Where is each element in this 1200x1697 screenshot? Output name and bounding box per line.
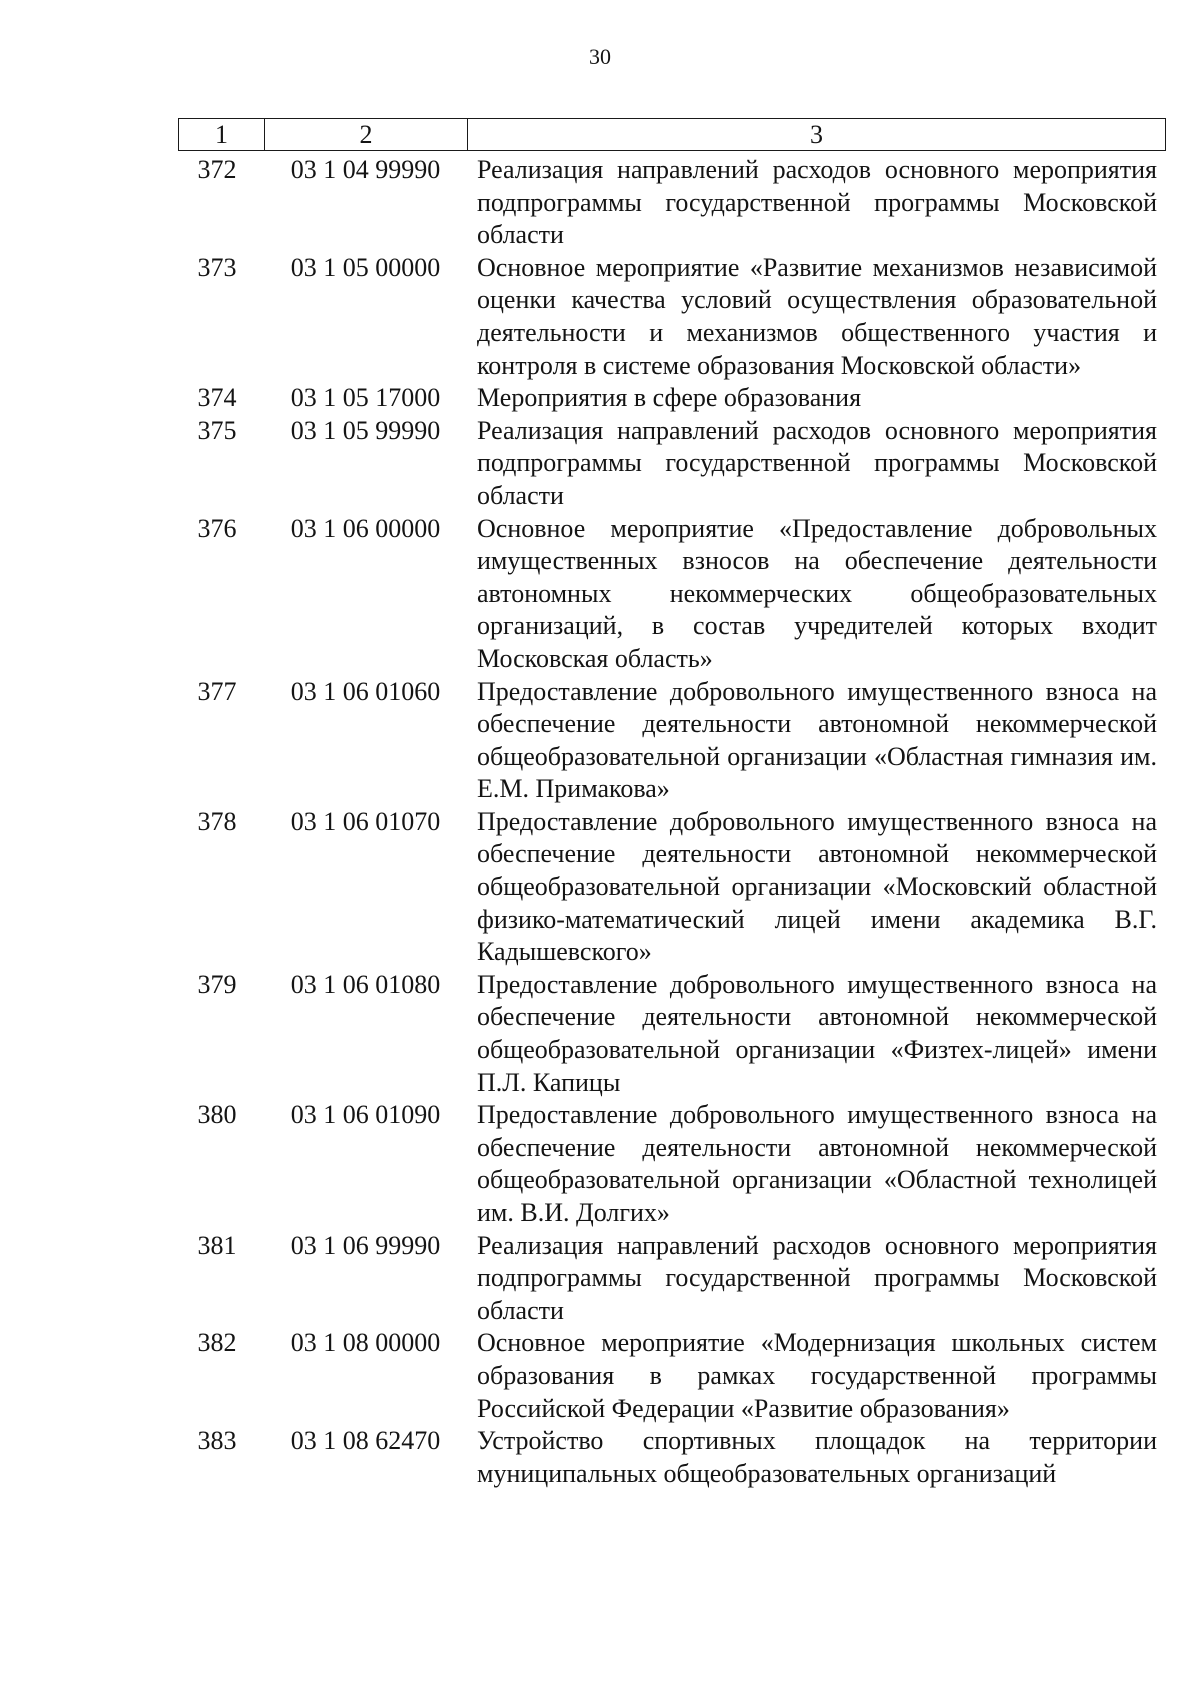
row-code: 03 1 06 01060 [290, 676, 441, 706]
table-row [0, 676, 1200, 806]
table-row [0, 806, 1200, 969]
row-description: Реализация направлений расходов основного мероприятия подпрограммы государственной программы Московской области [477, 155, 1157, 250]
row-description: Предоставление добровольного имущественного взноса на обеспечение деятельности автономной некоммерческой общеобразовательной организации «Областная гимназия им. Е.М. Примакова» [477, 676, 1157, 804]
table-row [0, 1327, 1200, 1425]
row-code: 03 1 05 17000 [290, 383, 441, 413]
table-row [0, 382, 1200, 415]
row-number: 379 [197, 969, 237, 999]
column-header-2: 2 [265, 119, 468, 150]
table-row [0, 1425, 1200, 1490]
row-number: 375 [197, 415, 237, 445]
table-row [0, 1099, 1200, 1229]
row-code: 03 1 08 62470 [290, 1426, 441, 1456]
row-number: 377 [197, 676, 237, 706]
table-header [178, 118, 1166, 151]
row-description: Реализация направлений расходов основного мероприятия подпрограммы государственной программы Московской области [477, 1230, 1157, 1325]
row-description: Основное мероприятие «Развитие механизмов независимой оценки качества условий осуществления образовательной деятельности и механизмов общественного участия и контроля в системе образования Московской области» [477, 252, 1157, 380]
table-row [0, 513, 1200, 676]
row-number: 372 [197, 155, 237, 184]
row-code: 03 1 06 01080 [290, 969, 441, 999]
row-description: Предоставление добровольного имущественного взноса на обеспечение деятельности автономной некоммерческой общеобразовательной организации «Областной технолицей им. В.И. Долгих» [477, 1100, 1157, 1227]
row-number: 376 [197, 513, 237, 543]
row-code: 03 1 06 01090 [290, 1100, 441, 1130]
row-number: 380 [197, 1100, 237, 1130]
row-description: Основное мероприятие «Предоставление добровольных имущественных взносов на обеспечение деятельности автономных некоммерческих общеобразовательных организаций, в состав учредителей которых входит Московская область» [477, 513, 1157, 673]
row-description: Реализация направлений расходов основного мероприятия подпрограммы государственной программы Московской области [477, 415, 1157, 510]
table-row [0, 969, 1200, 1099]
row-number: 381 [197, 1230, 237, 1260]
table-row [0, 252, 1200, 382]
row-description: Основное мероприятие «Модернизация школьных систем образования в рамках государственной программы Российской Федерации «Развитие образования» [477, 1328, 1157, 1423]
row-number: 383 [197, 1426, 237, 1456]
row-number: 373 [197, 252, 237, 282]
row-description: Предоставление добровольного имущественного взноса на обеспечение деятельности автономной некоммерческой общеобразовательной организации «Физтех-лицей» имени П.Л. Капицы [477, 969, 1157, 1097]
row-code: 03 1 06 99990 [290, 1230, 441, 1260]
table-row [0, 415, 1200, 513]
column-header-3: 3 [810, 120, 823, 149]
table-row [0, 154, 1200, 252]
row-number: 374 [197, 383, 237, 413]
column-header-1: 1 [179, 119, 265, 150]
row-code: 03 1 08 00000 [290, 1328, 441, 1358]
row-description: Устройство спортивных площадок на территории муниципальных общеобразовательных организаций [477, 1426, 1157, 1488]
table-body [0, 154, 1200, 1490]
row-code: 03 1 06 00000 [290, 513, 441, 543]
page-number: 30 [589, 44, 611, 69]
row-number: 378 [197, 806, 237, 836]
row-code: 03 1 06 01070 [290, 806, 441, 836]
row-description: Мероприятия в сфере образования [477, 383, 862, 413]
row-code: 03 1 04 99990 [290, 155, 441, 184]
row-code: 03 1 05 99990 [290, 415, 441, 445]
row-code: 03 1 05 00000 [290, 252, 441, 282]
row-description: Предоставление добровольного имущественного взноса на обеспечение деятельности автономной некоммерческой общеобразовательной организации «Московский областной физико-математический лицей имени академика В.Г. Кадышевского» [477, 806, 1157, 967]
row-number: 382 [197, 1328, 237, 1358]
table-row [0, 1230, 1200, 1328]
